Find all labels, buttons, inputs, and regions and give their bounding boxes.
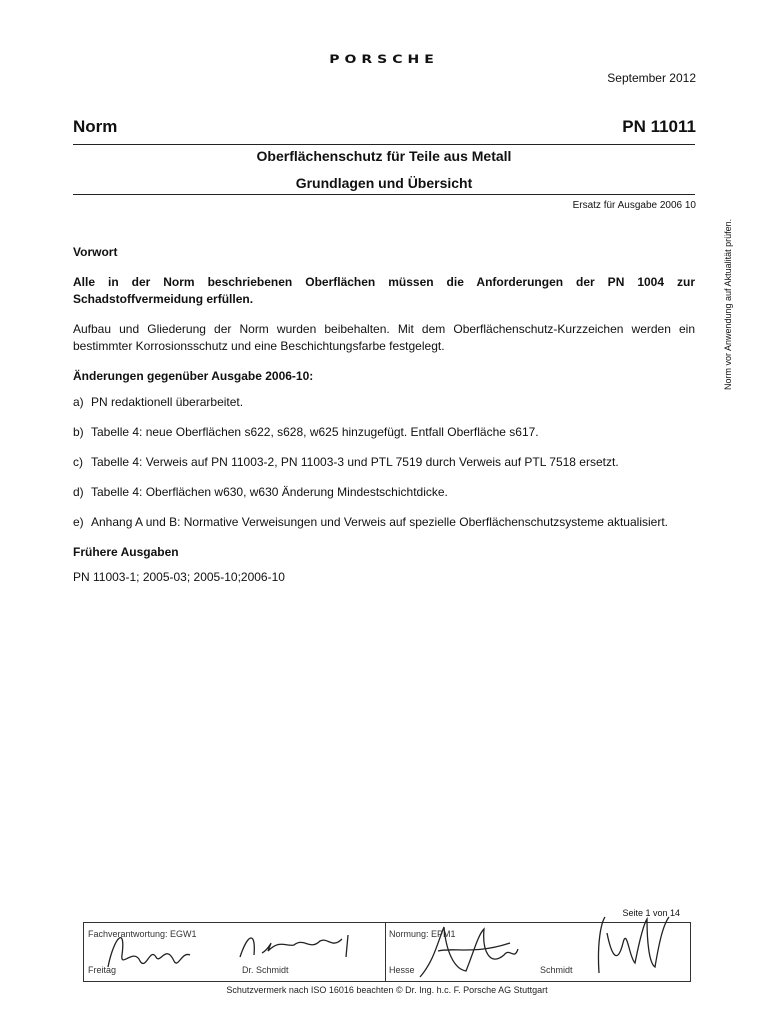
- side-note: Norm vor Anwendung auf Aktualität prüfen.: [723, 218, 733, 390]
- list-item: [73, 454, 695, 471]
- list-marker: c): [73, 455, 83, 469]
- changes-heading: Änderungen gegenüber Ausgabe 2006-10:: [73, 369, 314, 383]
- foreword-heading: Vorwort: [73, 245, 118, 259]
- list-marker: b): [73, 425, 84, 439]
- list-text: PN redaktionell überarbeitet.: [91, 395, 244, 409]
- list-text: Anhang A und B: Normative Verweisungen und Verweis auf spezielle Oberflächenschutzsysteme aktualisiert.: [91, 515, 668, 529]
- list-item: [73, 514, 695, 531]
- list-item: [73, 424, 695, 441]
- page-number: Seite 1 von 14: [622, 908, 680, 918]
- signer-freitag: Freitag: [88, 965, 117, 975]
- document-title: Oberflächenschutz für Teile aus Metall: [256, 148, 512, 164]
- earlier-editions-heading: Frühere Ausgaben: [73, 545, 179, 559]
- signature-freitag-icon: [104, 917, 194, 977]
- approval-divider: [385, 923, 386, 981]
- signer-dr-schmidt: Dr. Schmidt: [242, 965, 289, 975]
- signature-hesse-icon: [414, 921, 524, 983]
- responsibility-label: Fachverantwortung: EGW1: [88, 929, 197, 939]
- norm-number: PN 11011: [622, 117, 696, 136]
- signature-dr-schmidt-icon: [234, 927, 364, 967]
- standards-dept-label: Normung: EPM1: [389, 929, 456, 939]
- document-subtitle: Grundlagen und Übersicht: [295, 175, 473, 191]
- list-item: [73, 484, 695, 501]
- norm-label: Norm: [73, 117, 118, 136]
- signature-schmidt-icon: [589, 913, 679, 979]
- list-marker: d): [73, 485, 84, 499]
- replacement-note: Ersatz für Ausgabe 2006 10: [572, 200, 696, 211]
- changes-list: [73, 394, 695, 531]
- signer-hesse: Hesse: [389, 965, 415, 975]
- intro-paragraph: Aufbau und Gliederung der Norm wurden beibehalten. Mit dem Oberflächenschutz-Kurzzeichen werden ein bestimmter Korrosionsschutz und eine Beschichtungsfarbe festgelegt.: [73, 322, 695, 353]
- document-date: September 2012: [607, 71, 696, 85]
- document-body: [73, 244, 695, 599]
- copyright-line: Schutzvermerk nach ISO 16016 beachten © Dr. Ing. h.c. F. Porsche AG Stuttgart: [226, 985, 548, 995]
- list-text: Tabelle 4: neue Oberflächen s622, s628, w625 hinzugefügt. Entfall Oberfläche s617.: [91, 425, 539, 439]
- porsche-logo: PORSCHE: [329, 53, 439, 67]
- list-marker: e): [73, 515, 84, 529]
- signer-schmidt: Schmidt: [540, 965, 573, 975]
- header-rule-top: [73, 144, 695, 145]
- list-marker: a): [73, 395, 84, 409]
- header-rule-bottom: [73, 194, 695, 195]
- approval-box: [83, 922, 691, 982]
- earlier-editions-text: PN 11003-1; 2005-03; 2005-10;2006-10: [73, 570, 285, 584]
- intro-bold-paragraph: Alle in der Norm beschriebenen Oberflächen müssen die Anforderungen der PN 1004 zur Schadstoffvermeidung erfüllen.: [73, 275, 695, 306]
- list-text: Tabelle 4: Verweis auf PN 11003-2, PN 11003-3 und PTL 7519 durch Verweis auf PTL 7518 ersetzt.: [91, 455, 619, 469]
- list-item: [73, 394, 695, 411]
- list-text: Tabelle 4: Oberflächen w630, w630 Änderung Mindestschichtdicke.: [91, 485, 448, 499]
